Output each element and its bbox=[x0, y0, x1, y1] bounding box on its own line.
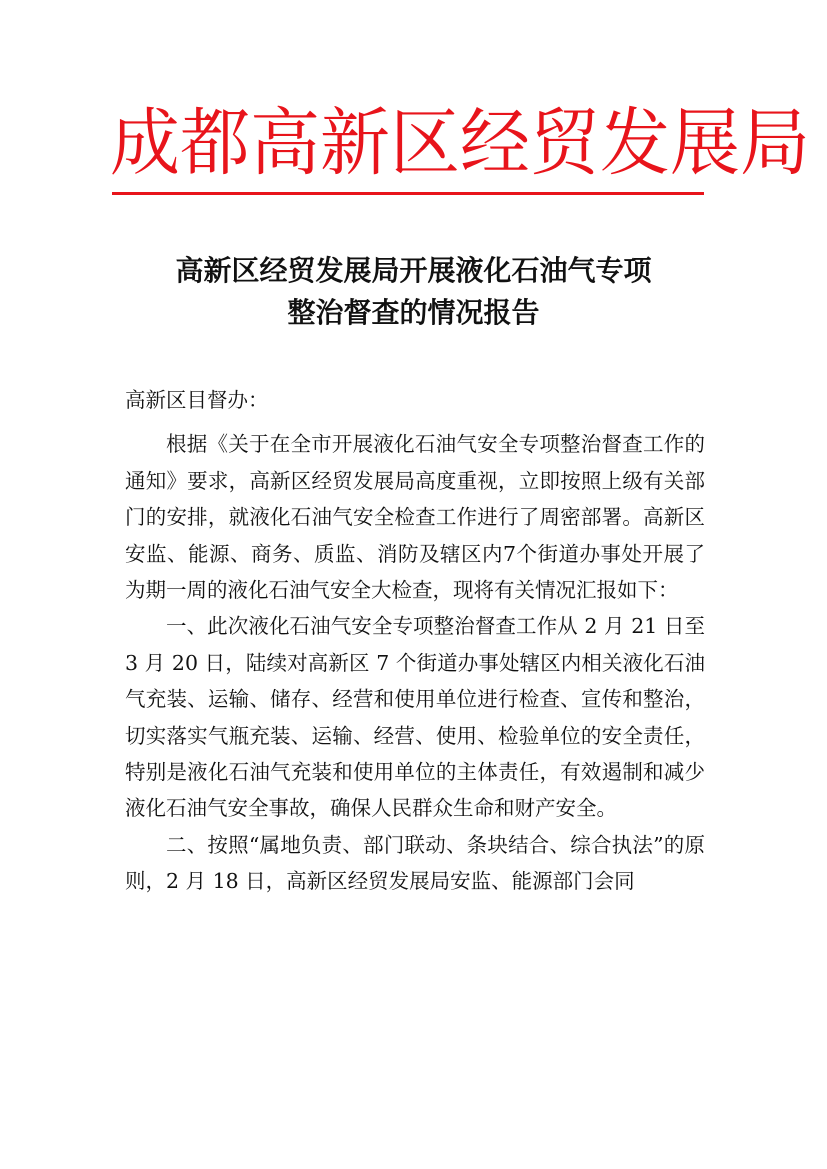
document-body bbox=[125, 382, 705, 900]
document-title-line-2: 整治督查的情况报告 bbox=[287, 296, 540, 329]
letterhead-title: 成都高新区经贸发展局 bbox=[110, 99, 810, 187]
letterhead-red-rule bbox=[112, 192, 704, 195]
paragraph-intro: 根据《关于在全市开展液化石油气安全专项整治督查工作的通知》要求，高新区经贸发展局高度重视，立即按照上级有关部门的安排，就液化石油气安全检查工作进行了周密部署。高新区安监、能源、商务、质监、消防及辖区内7个街道办事处开展了为期一周的液化石油气安全大检查，现将有关情况汇报如下： bbox=[125, 432, 705, 603]
paragraph-section-2: 二、按照“属地负责、部门联动、条块结合、综合执法”的原则，2 月 18 日，高新区经贸发展局安监、能源部门会同 bbox=[125, 832, 705, 894]
document-title-line-1: 高新区经贸发展局开展液化石油气专项 bbox=[175, 254, 652, 287]
paragraph-section-1: 一、此次液化石油气安全专项整治督查工作从 2 月 21 日至 3 月 20 日，陆续对高新区 7 个街道办事处辖区内相关液化石油气充装、运输、储存、经营和使用单位进行检查、宣传和整治，切实落实气瓶充装、运输、经营、使用、检验单位的安全责任，特别是液化石油气充装和使用单位的主体责任，有效遏制和减少液化石油气安全事故，确保人民群众生命和财产安全。 bbox=[125, 614, 705, 821]
document-title bbox=[100, 250, 727, 334]
salutation: 高新区目督办： bbox=[125, 388, 269, 412]
